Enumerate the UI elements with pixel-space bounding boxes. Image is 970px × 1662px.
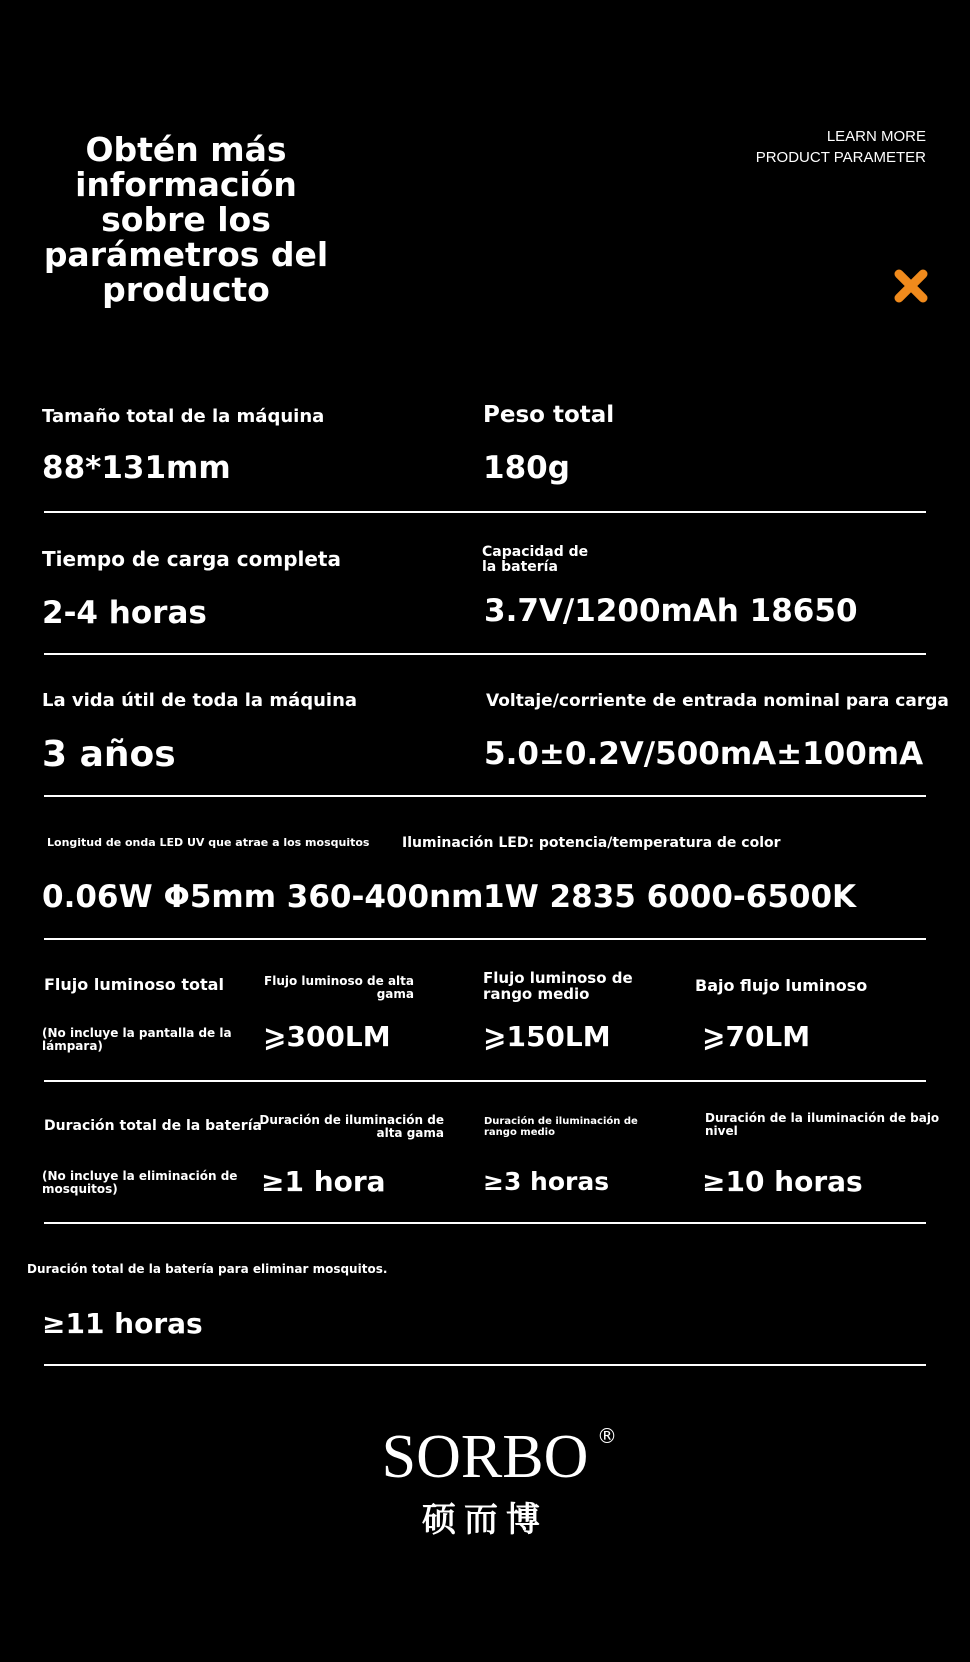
divider bbox=[44, 1080, 926, 1082]
battery-capacity-label: Capacidad de la batería bbox=[482, 544, 589, 575]
led-label: Iluminación LED: potencia/temperatura de color bbox=[402, 835, 781, 851]
lifespan-value: 3 años bbox=[42, 734, 176, 775]
battery-capacity-value: 3.7V/1200mAh 18650 bbox=[484, 593, 858, 629]
size-value: 88*131mm bbox=[42, 450, 231, 486]
charge-time-label: Tiempo de carga completa bbox=[42, 547, 341, 571]
divider bbox=[44, 795, 926, 797]
flux-high-label: Flujo luminoso de alta gama bbox=[264, 974, 414, 1001]
charge-time-value: 2-4 horas bbox=[42, 595, 207, 631]
divider bbox=[44, 938, 926, 940]
flux-high-value: ⩾300LM bbox=[263, 1020, 391, 1053]
uv-label: Longitud de onda LED UV que atrae a los mosquitos bbox=[47, 836, 370, 849]
brand-logo: SORBO bbox=[381, 1423, 589, 1491]
registered-mark: ® bbox=[597, 1424, 617, 1448]
flux-total-label: Flujo luminoso total bbox=[44, 975, 224, 994]
battery-total-note: (No incluye la eliminación de mosquitos) bbox=[42, 1169, 238, 1196]
flux-low-value: ⩾70LM bbox=[702, 1020, 811, 1053]
mosquito-total-label: Duración total de la batería para eliminar mosquitos. bbox=[27, 1262, 388, 1276]
battery-high-value: ≥1 hora bbox=[261, 1165, 386, 1198]
size-label: Tamaño total de la máquina bbox=[42, 406, 325, 427]
flux-low-label: Bajo flujo luminoso bbox=[695, 976, 868, 995]
battery-low-label: Duración de la iluminación de bajo nivel bbox=[705, 1111, 940, 1138]
weight-value: 180g bbox=[483, 450, 570, 486]
close-icon[interactable] bbox=[893, 268, 929, 304]
led-value: 1W 2835 6000-6500K bbox=[483, 879, 857, 915]
uv-value: 0.06W Φ5mm 360-400nm bbox=[42, 879, 484, 915]
battery-high-label: Duración de iluminación de alta gama bbox=[259, 1113, 444, 1140]
divider bbox=[44, 1222, 926, 1224]
flux-total-note: (No incluye la pantalla de la lámpara) bbox=[42, 1026, 232, 1053]
lifespan-label: La vida útil de toda la máquina bbox=[42, 690, 358, 711]
brand-chinese-name: 硕而博 bbox=[422, 1500, 548, 1540]
flux-mid-value: ⩾150LM bbox=[483, 1020, 611, 1053]
page-title: Obtén más información sobre los parámetros del producto bbox=[43, 130, 329, 309]
battery-total-label: Duración total de la batería bbox=[44, 1118, 262, 1134]
mosquito-total-value: ≥11 horas bbox=[42, 1307, 203, 1340]
learn-more-text: LEARN MORE bbox=[826, 128, 926, 145]
battery-mid-value: ≥3 horas bbox=[483, 1167, 610, 1196]
battery-mid-label: Duración de iluminación de rango medio bbox=[484, 1116, 638, 1138]
learn-more-block bbox=[756, 126, 926, 168]
battery-low-value: ≥10 horas bbox=[702, 1165, 863, 1198]
divider bbox=[44, 511, 926, 513]
weight-label: Peso total bbox=[483, 402, 615, 428]
divider bbox=[44, 1364, 926, 1366]
input-value: 5.0±0.2V/500mA±100mA bbox=[484, 736, 924, 772]
input-label: Voltaje/corriente de entrada nominal para carga bbox=[486, 691, 949, 711]
flux-mid-label: Flujo luminoso de rango medio bbox=[483, 969, 633, 1003]
divider bbox=[44, 653, 926, 655]
product-parameter-text: PRODUCT PARAMETER bbox=[755, 149, 926, 166]
